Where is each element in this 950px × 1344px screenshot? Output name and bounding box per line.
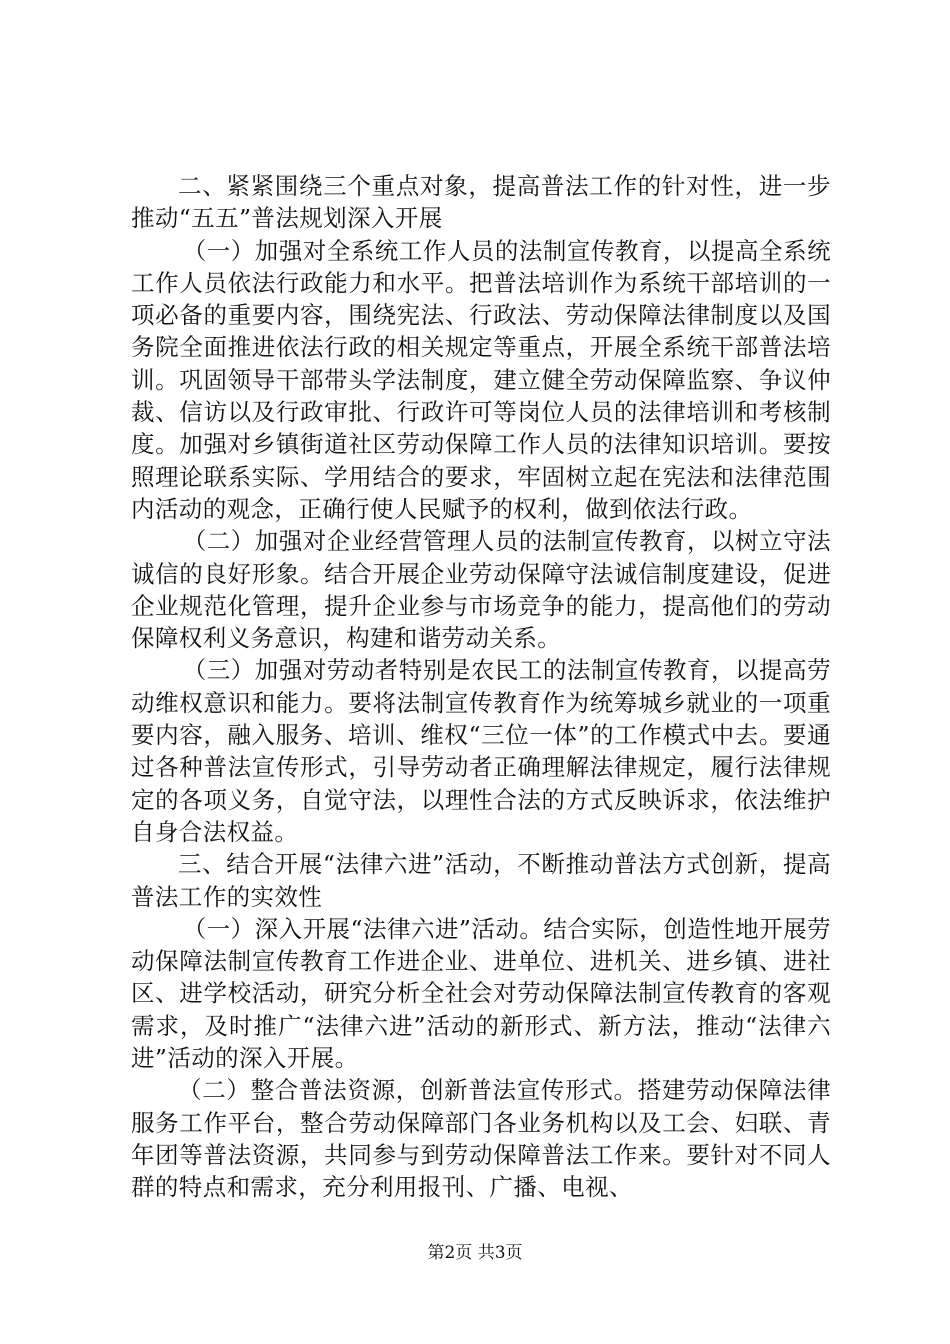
paragraph-enterprise-education: （二）加强对企业经营管理人员的法制宣传教育，以树立守法诚信的良好形象。结合开展企业劳动保障守法诚信制度建设，促进企业规范化管理，提升企业参与市场竞争的能力，提高他们的劳动保障权利义务意识，构建和谐劳动关系。 xyxy=(131,527,831,653)
paragraph-staff-education: （一）加强对全系统工作人员的法制宣传教育，以提高全系统工作人员依法行政能力和水平。把普法培训作为系统干部培训的一项必备的重要内容，围绕宪法、行政法、劳动保障法律制度以及国务院全面推进依法行政的相关规定等重点，开展全系统干部普法培训。巩固领导干部带头学法制度，建立健全劳动保障监察、争议仲裁、信访以及行政审批、行政许可等岗位人员的法律培训和考核制度。加强对乡镇街道社区劳动保障工作人员的法律知识培训。要按照理论联系实际、学用结合的要求，牢固树立起在宪法和法律范围内活动的观念，正确行使人民赋予的权利，做到依法行政。 xyxy=(131,236,831,523)
paragraph-six-entries: （一）深入开展“法律六进”活动。结合实际，创造性地开展劳动保障法制宣传教育工作进企业、进单位、进机关、进乡镇、进社区、进学校活动，研究分析全社会对劳动保障法制宣传教育的客观需求，及时推广“法律六进”活动的新形式、新方法，推动“法律六进”活动的深入开展。 xyxy=(131,914,831,1073)
section-heading-two: 二、紧紧围绕三个重点对象，提高普法工作的针对性，进一步推动“五五”普法规划深入开展 xyxy=(131,172,831,233)
document-body xyxy=(131,170,831,1204)
page-number-footer: 第2页 共3页 xyxy=(427,1243,523,1263)
section-heading-three: 三、结合开展“法律六进”活动，不断推动普法方式创新，提高普法工作的实效性 xyxy=(131,850,831,911)
paragraph-worker-education: （三）加强对劳动者特别是农民工的法制宣传教育，以提高劳动维权意识和能力。要将法制宣传教育作为统筹城乡就业的一项重要内容，融入服务、培训、维权“三位一体”的工作模式中去。要通过各种普法宣传形式，引导劳动者正确理解法律规定，履行法律规定的各项义务，自觉守法，以理性合法的方式反映诉求，依法维护自身合法权益。 xyxy=(131,656,831,846)
paragraph-resources: （二）整合普法资源，创新普法宣传形式。搭建劳动保障法律服务工作平台，整合劳动保障部门各业务机构以及工会、妇联、青年团等普法资源，共同参与到劳动保障普法工作来。要针对不同人群的特点和需求，充分利用报刊、广播、电视、 xyxy=(131,1076,831,1202)
